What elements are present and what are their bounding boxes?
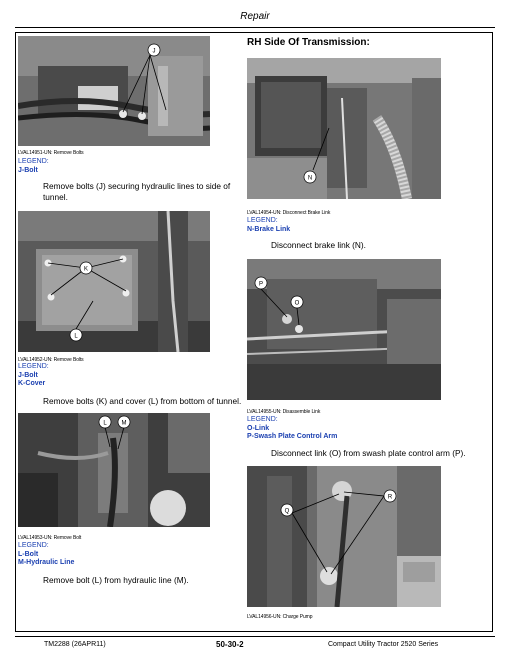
header-rule — [15, 27, 495, 28]
figure-id: LVAL14952-UN: Remove Bolts — [18, 357, 84, 363]
legend — [247, 416, 337, 442]
step-text: Remove bolts (K) and cover (L) from bottom of tunnel. — [43, 396, 242, 406]
step-text: Disconnect link (O) from swash plate control arm (P). — [271, 448, 466, 458]
photo-charge-pump — [247, 466, 441, 607]
callout-o: O — [294, 300, 300, 307]
legend-item: N-Brake Link — [247, 225, 291, 233]
photo-remove-cover — [18, 211, 210, 352]
legend-item: J-Bolt — [18, 166, 38, 174]
legend-title: LEGEND: — [247, 416, 278, 423]
callout-l: L — [103, 420, 107, 427]
legend-title: LEGEND: — [18, 542, 49, 549]
footer-rule — [15, 636, 495, 637]
legend-item: M-Hydraulic Line — [18, 559, 75, 566]
legend — [18, 363, 49, 389]
callout-n: N — [307, 175, 313, 182]
callout-q: Q — [284, 508, 290, 515]
callout-m: M — [121, 420, 127, 427]
footer-series: Compact Utility Tractor 2520 Series — [328, 641, 439, 648]
step-text: Remove bolt (L) from hydraulic line (M). — [43, 575, 189, 585]
callout-r: R — [387, 494, 393, 501]
figure-id: LVAL14955-UN: Disassemble Link — [247, 409, 321, 415]
photo-remove-bolt-l — [18, 413, 210, 527]
callout-l: L — [74, 333, 78, 340]
photo-remove-bolts-j — [18, 36, 210, 146]
legend — [18, 542, 74, 568]
legend-item: O-Link — [247, 424, 270, 432]
section-title: RH Side Of Transmission: — [247, 37, 370, 48]
figure-id: LVAL14956-UN: Charge Pump — [247, 614, 313, 620]
legend-item: J-Bolt — [18, 371, 38, 379]
footer-page-number: 50-30-2 — [216, 640, 244, 649]
legend — [247, 217, 290, 234]
page-header-title: Repair — [240, 11, 270, 22]
figure-id: LVAL14954-UN: Disconnect Brake Link — [247, 210, 331, 216]
photo-brake-link — [247, 58, 441, 199]
legend-item: P-Swash Plate Control Arm — [247, 433, 338, 440]
callout-j: J — [152, 48, 156, 55]
step-text: Remove bolts (J) securing hydraulic lines to side of tunnel. — [43, 181, 231, 202]
footer-doc-id: TM2288 (26APR11) — [44, 641, 106, 648]
legend-title: LEGEND: — [18, 158, 49, 165]
legend-item: L-Bolt — [18, 550, 39, 558]
figure-id: LVAL14951-UN: Remove Bolts — [18, 150, 84, 156]
callout-k: K — [83, 266, 89, 273]
figure-id: LVAL14953-UN: Remove Bolt — [18, 535, 82, 541]
legend-title: LEGEND: — [247, 217, 278, 224]
legend-title: LEGEND: — [18, 363, 49, 370]
legend — [18, 158, 49, 175]
photo-disassemble-link — [247, 259, 441, 400]
callout-p: P — [258, 281, 264, 288]
legend-item: K-Cover — [18, 380, 46, 387]
step-text: Disconnect brake link (N). — [271, 240, 366, 250]
